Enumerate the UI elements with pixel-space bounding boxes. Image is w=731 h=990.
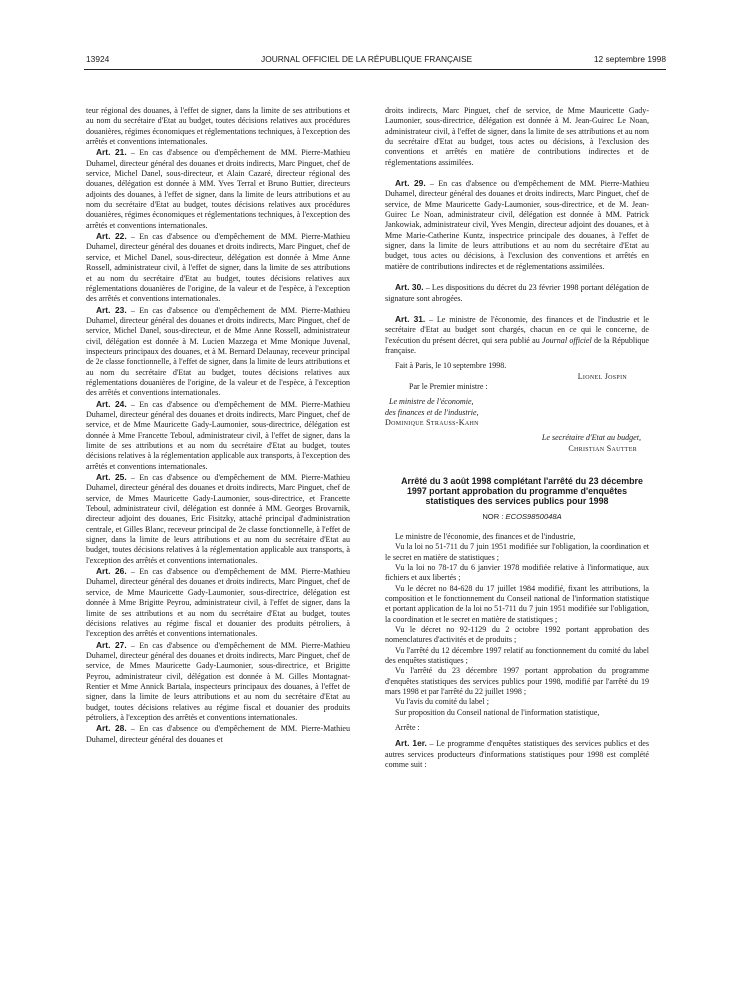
minister-title-line-2: des finances et de l'industrie,	[385, 407, 479, 417]
article-1	[385, 738, 649, 770]
article-text: – En cas d'absence ou d'empêchement de MM. Pierre-Mathieu Duhamel, directeur général des douanes et droits indirects, Marc Pinguet, chef de service, Michel Danel, sous-directeur, et de Mme Anne Rossell, administrateur civil, délégation est donnée à M. Lucien Mazzega et Mme Monique Juvenal, inspecteurs principaux des douanes, et à M. Bernard Delaunay, receveur principal de 2e classe fonctionnelle, à l'effet de signer, dans la limite de leurs attributions et au nom du secrétaire d'Etat au budget, toutes décisions relatives aux réglementations douanières de l'origine, de la valeur et de l'espèce, à l'exception des arrêtés et conventions internationales.	[86, 305, 351, 398]
paragraph: teur régional des douanes, à l'effet de signer, dans la limite de ses attributions et au nom du secrétaire d'Etat au budget, toutes décisions relatives aux procédures douanières, régimes économiques et réglementations techniques, à l'exception des arrêtés et conventions internationales.	[86, 106, 350, 147]
journal-title: JOURNAL OFFICIEL DE LA RÉPUBLIQUE FRANÇAISE	[261, 54, 473, 64]
article-label: Art. 29.	[395, 178, 426, 189]
nor-reference	[385, 512, 649, 522]
issue-date: 12 septembre 1998	[593, 54, 666, 64]
header-rule	[84, 69, 666, 70]
article-text: – En cas d'absence ou d'empêchement de MM. Pierre-Mathieu Duhamel, directeur général des douanes et droits indirects, Marc Pinguet, chef de service, de Mmes Mauricette Gady-Laumonier, sous-directrice, et Brigitte Peyrou, administrateur civil, délégation est donnée à M. Gilles Montagnat-Rentier et Mme Annick Bartala, inspecteurs principaux des douanes, à l'effet de signer, dans la limite de leurs attributions et au nom du secrétaire d'Etat au budget, toutes décisions relatives au régime fiscal et douanier des produits pétroliers, à l'exception des arrêtés et conventions internationales.	[86, 640, 351, 722]
arrete-word: Arrête :	[395, 723, 420, 733]
arrete-title: Arrêté du 3 août 1998 complétant l'arrêté du 23 décembre 1997 portant approbation du programme d'enquêtes statistiques des services publics pour 1998	[401, 475, 643, 507]
article-24	[86, 399, 350, 472]
right-column	[385, 106, 649, 770]
visa-line: Vu l'avis du comité du label ;	[395, 697, 489, 707]
left-column	[86, 106, 350, 745]
fait-line: Fait à Paris, le 10 septembre 1998.	[395, 361, 507, 371]
page-header	[86, 52, 666, 68]
signatory-prime-minister: Lionel Jospin	[577, 371, 627, 381]
article-30	[385, 282, 649, 304]
nor-value: ECOS9850048A	[505, 511, 562, 521]
minister-name: Dominique Strauss-Kahn	[385, 417, 479, 427]
visa-line: Vu l'arrêté du 23 décembre 1997 portant approbation du programme d'enquêtes statistiques des services publics pour 1998, modifié par l'arrêté du 19 mars 1998 et par l'arrêté du 22 juillet 1998 ;	[385, 666, 649, 697]
article-label: Art. 31.	[395, 313, 426, 324]
par-le-premier-ministre: Par le Premier ministre :	[409, 381, 488, 391]
article-text: – En cas d'absence ou d'empêchement de MM. Pierre-Mathieu Duhamel, directeur général des douanes et droits indirects, Marc Pinguet, chef de service, Michel Danel, sous-directeur, et Alain Cazaré, directeur régional des douanes, délégation est donnée à MM. Yves Terral et Bruno Buttier, directeurs adjoints des douanes, à l'effet de signer, dans la limite de leurs attributions et au nom du secrétaire d'Etat au budget, toutes décisions relatives aux procédures douanières, régimes économiques et réglementations techniques, à l'exception des arrêtés et conventions internationales.	[86, 148, 351, 230]
article-label: Art. 23.	[96, 304, 127, 315]
article-text: – Le ministre de l'économie, des finances et de l'industrie et le secrétaire d'Etat au budget sont chargés, chacun en ce qui le concerne, de l'exécution du présent décret, qui sera publié au	[385, 314, 649, 345]
visa-line: Vu la loi no 78-17 du 6 janvier 1978 modifiée relative à l'informatique, aux fichiers et aux libertés ;	[385, 562, 649, 583]
article-text: – Le programme d'enquêtes statistiques des services publics et des autres services producteurs d'informations statistiques pour 1998 est complété comme suit :	[385, 739, 649, 770]
article-22	[86, 231, 350, 304]
visa-line: Vu le décret no 92-1129 du 2 octobre 1992 portant approbation des nomenclatures d'activités et de produits ;	[385, 625, 649, 645]
article-31	[385, 314, 649, 356]
article-28	[86, 723, 350, 745]
article-label: Art. 28.	[96, 723, 127, 734]
article-label: Art. 21.	[96, 147, 127, 158]
article-label: Art. 26.	[96, 566, 127, 577]
article-text: – En cas d'absence ou d'empêchement de MM. Pierre-Mathieu Duhamel, directeur général des douanes et droits indirects, Marc Pinguet, chef de service, de Mme Mauricette Gady-Laumonier, sous-directrice, délégation est donnée à Mme Brigitte Peyrou, administrateur civil, à l'effet de signer, dans la limite de ses attributions et au nom du secrétaire d'Etat au budget, toutes décisions relatives au régime fiscal et douanier des produits pétroliers, à l'exception des arrêtés et conventions internationales.	[86, 567, 351, 639]
visa-line: Vu le décret no 84-628 du 17 juillet 1984 modifié, fixant les attributions, la composition et le fonctionnement du Conseil national de l'information statistique et portant application de la loi no 51-711 du 7 juin 1951 modifiée sur l'obligation, la coordination et le secret en matière de statistiques ;	[385, 583, 649, 624]
page-number: 13924	[86, 54, 110, 64]
article-text: – En cas d'absence ou d'empêchement de MM. Pierre-Mathieu Duhamel, directeur général des douanes et droits indirects, Marc Pinguet, chef de service, de Mmes Mauricette Gady-Laumonier, sous-directrice, et Francette Teboul, administrateur civil, délégation est donnée à MM. Georges Brovarnik, directeur adjoint des douanes, Eric Fisitzky, attaché principal d'administration centrale, et Gilles Blanc, receveur principal de 2e classe fonctionnelle, à l'effet de signer, dans la limite de leurs attributions et au nom du secrétaire d'Etat au budget, toutes décisions relatives à la réglementation applicable aux transports, à l'exception des arrêtés et conventions internationales.	[86, 473, 351, 565]
article-text: – En cas d'absence ou d'empêchement de MM. Pierre-Mathieu Duhamel, directeur général des douanes et	[86, 724, 351, 744]
secretary-title: Le secrétaire d'Etat au budget,	[541, 433, 641, 443]
article-text: – En cas d'absence ou d'empêchement de MM. Pierre-Mathieu Duhamel, directeur général des douanes et droits indirects, Marc Pinguet, chef de service, et de Mme Mauricette Gady-Laumonier, sous-directrice, délégation est donnée à Mme Francette Teboul, administrateur civil, à l'effet de signer, dans la limite de ses attributions et au nom du secrétaire d'Etat au budget, toutes décisions relatives à la réglementation applicable aux transports, à l'exception des arrêtés et conventions internationales.	[86, 399, 351, 471]
visa-line: Sur proposition du Conseil national de l'information statistique,	[395, 707, 600, 717]
article-29	[385, 178, 649, 272]
minister-title-line-1: Le ministre de l'économie,	[389, 397, 474, 407]
article-26	[86, 566, 350, 639]
article-text: – En cas d'absence ou d'empêchement de MM. Pierre-Mathieu Duhamel, directeur général des douanes et droits indirects, Marc Pinguet, chef de service, de Mme Mauricette Gady-Laumonier, sous-directrice, et de M. Jean-Guirec Le Noan, administrateur civil, délégation est donnée à MM. Patrick Jankowiak, administrateur civil, Yves Mengin, directeur adjoint des douanes, et à Mme Marie-Catherine Kuntz, inspectrice principale des douanes, à l'effet de signer, dans la limite de leurs attributions et au nom du secrétaire d'Etat au budget, tous actes ou décisions, à l'exclusion des conventions et arrêtés en matière de contributions indirectes et de réglementations assimilées.	[385, 179, 650, 271]
article-21	[86, 147, 350, 231]
paragraph: droits indirects, Marc Pinguet, chef de service, de Mme Mauricette Gady-Laumonier, sous-directrice, délégation est donnée à M. Jean-Guirec Le Noan, administrateur civil, à l'effet de signer, dans la limite de ses attributions et au nom du secrétaire d'Etat au budget, tous actes ou décisions, à l'exclusion des conventions et arrêtés en matière de contributions indirectes et de réglementations assimilées.	[385, 106, 649, 167]
article-label: Art. 24.	[96, 398, 127, 409]
article-text: de la République française.	[385, 335, 649, 355]
visa-line: Vu l'arrêté du 12 décembre 1997 relatif au fonctionnement du comité du label des enquêtes statistiques ;	[385, 645, 649, 666]
secretary-name: Christian Sautter	[568, 443, 637, 453]
article-label: Art. 25.	[96, 472, 127, 483]
article-label: Art. 30.	[395, 282, 424, 293]
article-23	[86, 305, 350, 399]
nor-label: NOR :	[482, 511, 506, 521]
article-label: Art. 27.	[96, 639, 127, 650]
article-27	[86, 640, 350, 724]
journal-name: Journal officiel	[542, 335, 592, 345]
visa-line: Vu la loi no 51-711 du 7 juin 1951 modifiée sur l'obligation, la coordination et le secret en matière de statistiques ;	[385, 542, 649, 562]
article-label: Art. 1er.	[395, 738, 427, 749]
article-text: – En cas d'absence ou d'empêchement de MM. Pierre-Mathieu Duhamel, directeur général des douanes et droits indirects, Marc Pinguet, chef de service, et Michel Danel, sous-directeur, délégation est donnée à Mme Anne Rossell, administrateur civil, à l'effet de signer, dans la limite de ses attributions et au nom du secrétaire d'Etat au budget, toutes décisions relatives aux réglementations douanières de l'origine, de la valeur et de l'espèce, à l'exception des arrêtés et conventions internationales.	[86, 232, 351, 304]
article-25	[86, 472, 350, 566]
article-text: – Les dispositions du décret du 23 février 1998 portant délégation de signature sont abrogées.	[385, 283, 649, 303]
visa-line: Le ministre de l'économie, des finances et de l'industrie,	[395, 531, 576, 541]
article-label: Art. 22.	[96, 231, 127, 242]
